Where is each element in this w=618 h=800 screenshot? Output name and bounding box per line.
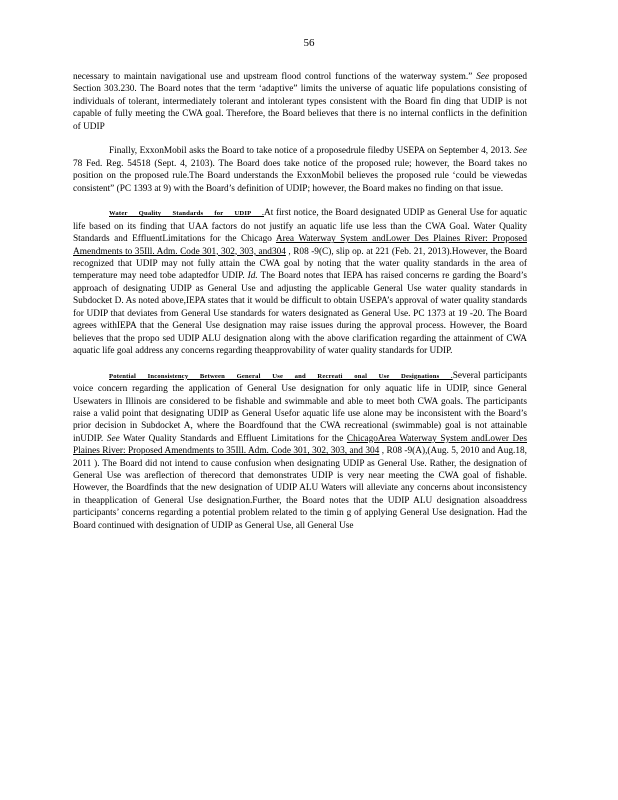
paragraph-text: Water Quality Standards and Effluent Limitations for the bbox=[119, 433, 347, 444]
paragraph-text: Several participants voice concern regarding the application of General Use designation for only aquatic life in UDIP, since General Usewaters in Illinois are considered to be fishable and swimmable and able to meet both CWA goals. The participants raise a valid point that designating UDIP as General Usefor aquatic life use alone may be inconsistent with the Board’s prior decision in Subdocket A, where the Boardfound that the CWA recreational (swimmable) goal is not attainable inUDIP. bbox=[73, 370, 527, 444]
id-citation: Id. bbox=[247, 271, 258, 282]
paragraph-udip-definition: necessary to maintain navigational use and upstream flood control functions of the waterway system.” See proposed Section 303.230. The Board notes that the term ‘adaptive” limits the universe of aquatic life populations consisting of individuals of tolerant, intermediately tolerant and intolerant types consistent with the Board fin ding that UDIP is not capable of fully meeting the CWA goal. Therefore, the Board believes that there is no internal conflicts in the definition of UDIP bbox=[73, 72, 527, 132]
see-signal: See bbox=[106, 433, 120, 444]
page-number: 56 bbox=[303, 37, 315, 49]
paragraph-gap bbox=[73, 195, 527, 207]
paragraph-text: The Board notes that IEPA has raised concerns re garding the Board’s approach of designating UDIP as General Use and adjusting the applicable General Use water quality standards in Subdocket D. As noted above,IEPA states that it would be difficult to obtain USEPA’s approval of water quality standards for UDIP that deviates from General Use standards for waters designated as General Use. PC 1373 at 19 -20. The Board agrees withIEPA that the General Use designation may raise issues during the approval process. However, the Board believes that the propo sed UDIP ALU designation along with the above clarification regarding the attainment of CWA aquatic life goal address any concerns regarding theapprovability of water quality standards for UDIP. bbox=[73, 271, 527, 356]
paragraph-potential-inconsistency bbox=[73, 370, 527, 532]
case-citation: ChicagoArea Waterway System andLower Des Plaines River: Proposed Amendments to 35Ill. Adm. Code 301, 302, 303, and 304 bbox=[73, 433, 528, 457]
see-signal: See bbox=[514, 146, 527, 157]
case-citation: Area Waterway System andLower Des Plaines River: Proposed Amendments to 35Ill. Adm. Code 301, 302, 303, and304 bbox=[73, 234, 527, 257]
paragraph-text: At first notice, the Board designated UDIP as General Use for aquatic life based on its finding that UAA factors do not justify an aquatic life use less than the CWA Goal. Water Quality Standards and EffluentLimitations for the Chicago bbox=[73, 208, 527, 245]
paragraph-exxonmobil: Finally, ExxonMobil asks the Board to take notice of a proposedrule filedby USEPA on September 4, 2013. See 78 Fed. Reg. 54518 (Sept. 4, 2103). The Board does take notice of the proposed rule; however, the Board takes no position on the proposed rule.The Board understands the ExxonMobil believes the proposed rule ‘could be viewedas consistent” (PC 1393 at 9) with the Board’s definition of UDIP; however, the Board makes no finding on that issue. bbox=[73, 146, 527, 194]
paragraph-gap bbox=[73, 357, 527, 369]
paragraph-gap bbox=[73, 133, 527, 145]
see-signal: See bbox=[476, 72, 490, 82]
paragraph-water-quality-standards bbox=[73, 207, 527, 357]
paragraph-text: , R08 -9(A),(Aug. 5, 2010 and Aug.18, 2011 ). The Board did not intend to cause confusion when designating UDIP as General Use. Rather, the designation of General Use was areflection of therecord that demonstrates UDIP is very near meeting the CWA goal of fishable. However, the Boardfinds that the new designation of UDIP ALU Waters will alleviate any concerns about inconsistency in theapplication of General Use designation.Further, the Board notes that the UDIP ALU designation alsoaddress participants’ concerns regarding a potential problem related to the timin g of applying General Use designation. Had the Board continued with designation of UDIP as General Use, all General Use bbox=[73, 446, 527, 531]
paragraph-text: , R08 -9(C), slip op. at 221 (Feb. 21, 2013).However, the Board recognized that UDIP may not fully attain the CWA goal by noting that the water quality standards in the area of temperature may need tobe adaptedfor UDIP. bbox=[73, 246, 527, 282]
section-heading-inconsistency: Potential Inconsistency Between General Use and Recreati onal Use Designations . bbox=[109, 372, 453, 380]
page-body bbox=[73, 71, 527, 532]
section-heading-water-quality: Water Quality Standards for UDIP . bbox=[109, 210, 265, 218]
